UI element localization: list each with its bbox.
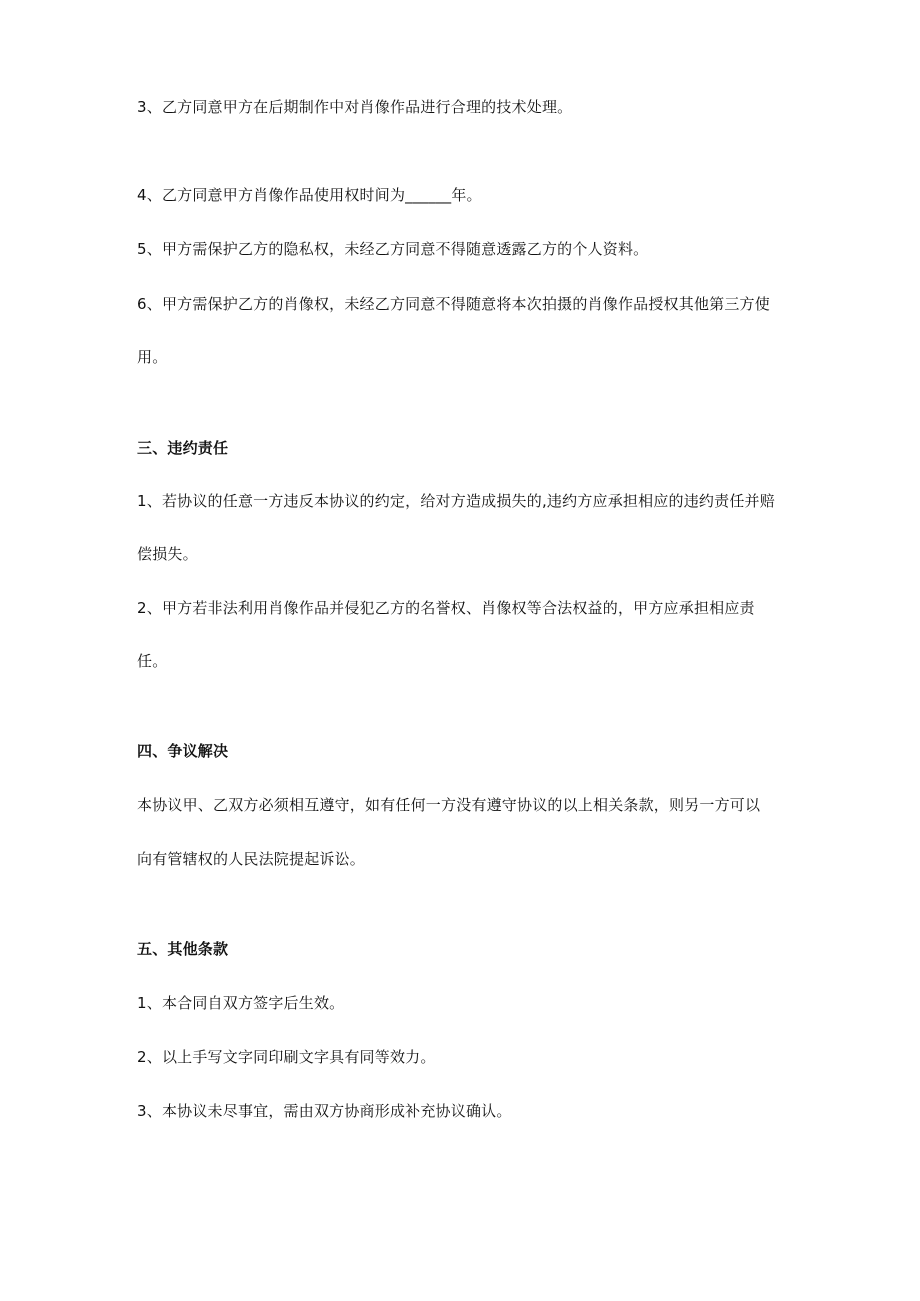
clause-2-5: 5、甲方需保护乙方的隐私权，未经乙方同意不得随意透露乙方的个人资料。 bbox=[137, 240, 649, 258]
clause-5-2: 2、以上手写文字同印刷文字具有同等效力。 bbox=[137, 1048, 436, 1066]
section-heading-3: 三、违约责任 bbox=[137, 439, 229, 457]
clause-5-3: 3、本协议未尽事宜，需由双方协商形成补充协议确认。 bbox=[137, 1102, 512, 1120]
clause-3-2-line-1: 2、甲方若非法利用肖像作品并侵犯乙方的名誉权、肖像权等合法权益的，甲方应承担相应责 bbox=[137, 599, 755, 617]
clause-2-4: 4、乙方同意甲方肖像作品使用权时间为______年。 bbox=[137, 186, 482, 204]
section-heading-5: 五、其他条款 bbox=[137, 940, 229, 958]
clause-2-6-line-1: 6、甲方需保护乙方的肖像权，未经乙方同意不得随意将本次拍摄的肖像作品授权其他第三方使 bbox=[137, 295, 770, 313]
section-heading-4: 四、争议解决 bbox=[137, 742, 229, 760]
clause-5-1: 1、本合同自双方签字后生效。 bbox=[137, 994, 345, 1012]
dispute-line-1: 本协议甲、乙双方必须相互遵守，如有任何一方没有遵守协议的以上相关条款，则另一方可以 bbox=[137, 796, 761, 814]
clause-2-6-line-2: 用。 bbox=[137, 348, 168, 366]
clause-2-3: 3、乙方同意甲方在后期制作中对肖像作品进行合理的技术处理。 bbox=[137, 98, 573, 116]
clause-3-1-line-2: 偿损失。 bbox=[137, 545, 198, 563]
dispute-line-2: 向有管辖权的人民法院提起诉讼。 bbox=[137, 850, 366, 868]
clause-3-1-line-1: 1、若协议的任意一方违反本协议的约定，给对方造成损失的,违约方应承担相应的违约责任并赔 bbox=[137, 492, 775, 510]
clause-3-2-line-2: 任。 bbox=[137, 652, 168, 670]
